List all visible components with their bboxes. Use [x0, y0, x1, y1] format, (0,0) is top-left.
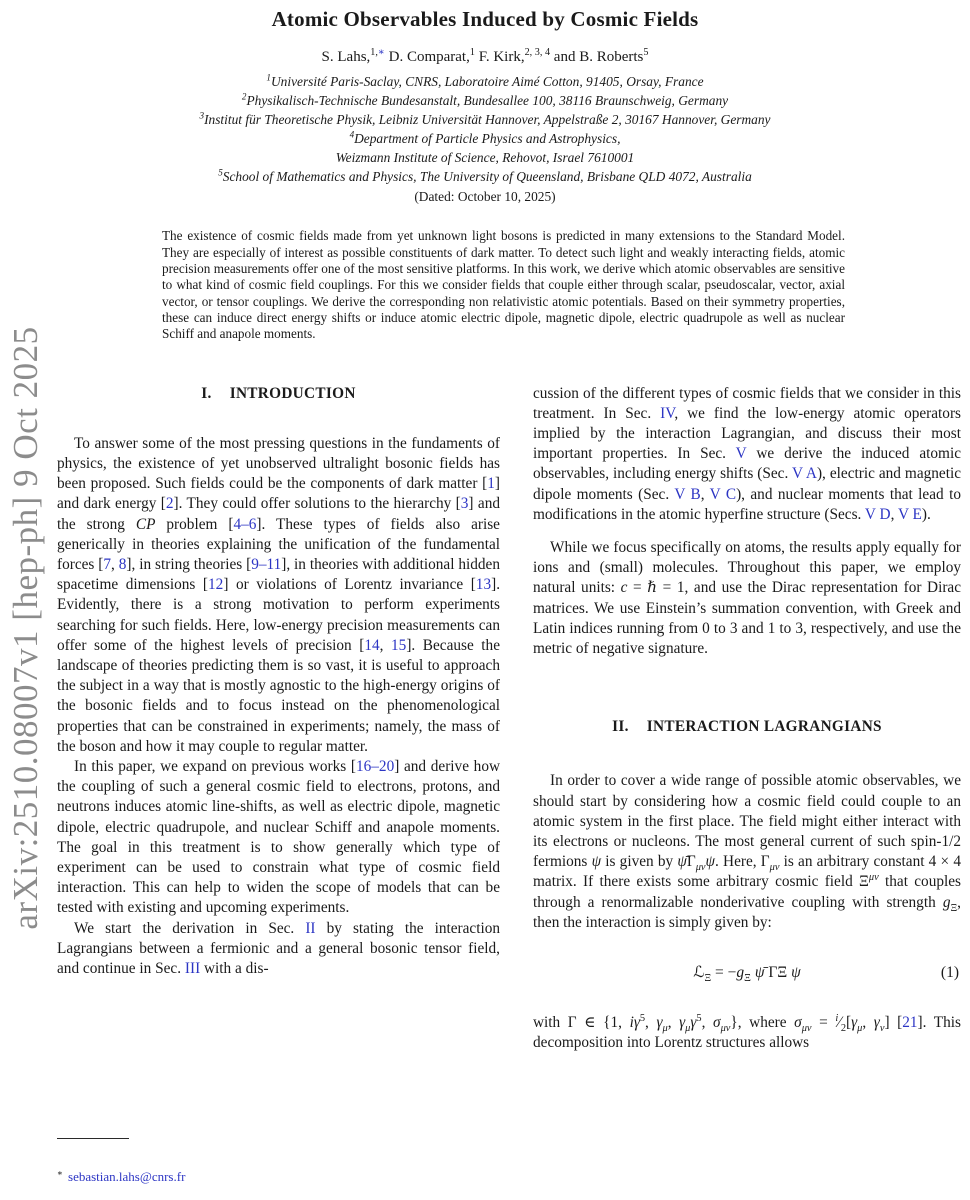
link[interactable]: IV	[660, 404, 675, 422]
link[interactable]: V A	[791, 465, 817, 483]
equation-number: (1)	[940, 963, 959, 981]
affiliations	[0, 73, 970, 186]
affiliation-line: $^4$Department of Particle Physics and Astrophysics,	[349, 129, 621, 146]
affiliation-line: Weizmann Institute of Science, Rehovot, Israel 7610001	[335, 149, 635, 165]
link[interactable]: 8	[118, 555, 127, 573]
arxiv-watermark: arXiv:2510.08007v1 [hep-ph] 9 Oct 2025	[6, 326, 45, 930]
link[interactable]: 12	[208, 576, 224, 594]
paragraph: In this paper, we expand on previous works [16–20] and derive how the coupling of such a general cosmic field to electrons, protons, and neutrons induces atomic line-shifts, as well as electric dipole, magnetic dipole, electric quadrupole, and nuclear Schiff and anapole moments. The goal in this treatment is to show generally which type of experiment can be used to constrain what type of cosmic field interaction. This can help to widen the scope of models that can be tested with existing and upcoming experiments.	[57, 757, 501, 917]
footnote-text	[57, 1169, 185, 1185]
link[interactable]: 14	[364, 636, 380, 654]
link[interactable]: ∗	[377, 47, 385, 58]
link[interactable]: 2	[165, 495, 174, 513]
link[interactable]: V	[735, 445, 747, 463]
link[interactable]: V E	[897, 505, 922, 523]
link[interactable]: 1	[487, 475, 495, 493]
paragraph: cussion of the different types of cosmic fields that we consider in this treatment. In Sec. IV, we find the low-energy atomic operators implied by the interaction Lagrangian, and discuss their most important properties. In Sec. V we derive the induced atomic observables, including energy shifts (Sec. V A), electric and magnetic dipole moments (Sec. V B, V C), and nuclear moments that lead to modifications in the atomic hyperfine structure (Secs. V D, V E).	[533, 384, 962, 523]
affiliation-line: $^5$School of Mathematics and Physics, The University of Queensland, Brisbane QLD 4072, Australia	[218, 167, 752, 184]
equation-1	[533, 963, 961, 983]
two-column-body	[57, 384, 961, 1054]
equation-body: ℒ$_\Xi$ = $-g_\Xi$ ψ̄ ΓΞ ψ	[693, 963, 801, 985]
left-column	[57, 384, 500, 1054]
section-number: II.	[612, 718, 629, 736]
link[interactable]: V B	[674, 485, 701, 503]
link[interactable]: 15	[391, 636, 407, 654]
paragraph: We start the derivation in Sec. II by stating the interaction Lagrangians between a fermionic and a general bosonic tensor field, and continue in Sec. III with a dis-	[57, 919, 500, 977]
link[interactable]: 7	[103, 555, 112, 573]
paper-title: Atomic Observables Induced by Cosmic Fields	[271, 7, 699, 31]
link[interactable]: 4–6	[233, 515, 257, 533]
section-number: I.	[201, 384, 212, 402]
link[interactable]: III	[184, 960, 201, 977]
link[interactable]: II	[305, 919, 316, 937]
email-link[interactable]: sebastian.lahs@cnrs.fr	[68, 1169, 186, 1184]
link[interactable]: V C	[709, 485, 737, 503]
right-column	[533, 384, 961, 1054]
link[interactable]: 21	[902, 1014, 918, 1032]
link[interactable]: 9–11	[251, 555, 282, 573]
paragraph: In order to cover a wide range of possible atomic observables, we should start by considering how a cosmic field could couple to an atomic system in the first place. The field might either interact with its electrons or nucleons. The most general current of such spin-1/2 fermions ψ is given by $\psī\Gamma_{\mu\nu}\psi$. Here, $\Gamma_{\mu\nu}$ is an arbitrary constant 4 × 4 matrix. If there exists some arbitrary cosmic field $\Xi^{\mu\nu}$ that couples through a renormalizable nonderivative coupling with strength $g_\Xi$, then the interaction is simply given by:	[533, 772, 961, 931]
paragraph: To answer some of the most pressing questions in the fundaments of physics, the existence of yet unobserved ultralight bosonic fields has been proposed. Such fields could be the components of dark matter [1] and dark energy [2]. They could offer solutions to the hierarchy [3] and the strong CP problem [4–6]. These types of fields also arise generically in theories explaining the unification of the fundamental forces [7, 8], in string theories [9–11], in theories with additional hidden spacetime dimensions [12] or violations of Lorentz invariance [13]. Evidently, there is a strong motivation to perform experiments searching for such fields. Here, low-energy precision measurements can offer some of the highest levels of precision [14, 15]. Because the landscape of theories predicting them is so vast, it is useful to approach the subject in a way that is mostly agnostic to the high-energy origins of the bosonic fields and to focus instead on the phenomenological properties that can be constrained in experiments; namely, the mass of the boson and how it may couple to regular matter.	[57, 434, 501, 755]
section-title: INTRODUCTION	[229, 384, 356, 402]
date-line: (Dated: October 10, 2025)	[414, 189, 556, 205]
link[interactable]: 3	[460, 495, 469, 513]
section-title: INTERACTION LAGRANGIANS	[646, 718, 882, 736]
section-heading-introduction	[57, 384, 500, 404]
affiliation-line: $^2$Physikalisch-Technische Bundesanstalt, Bundesallee 100, 38116 Braunschweig, Germany	[241, 91, 729, 108]
paper-header	[0, 0, 970, 205]
abstract: The existence of cosmic fields made from yet unknown light bosons is predicted in many extensions to the Standard Model. They are especially of interest as possible constituents of dark matter. To detect such light and weakly interacting fields, atomic precision measurements offer one of the most sensitive platforms. In this work, we derive which atomic observables are sensitive to what kind of cosmic field couplings. For this we consider fields that couple either through scalar, pseudoscalar, vector, axial vector, or tensor couplings. We derive the corresponding non relativistic atomic potentials. Based on their symmetry properties, these can induce direct energy shifts or induce atomic electric dipole, magnetic dipole, electric quadrupole as well as nuclear Schiff and anapole moments.	[162, 228, 845, 342]
section-heading-interaction-lagrangians	[533, 717, 961, 737]
paragraph: with Γ ∈ {1, $i\gamma^5$, $\gamma_\mu$, $\gamma_\mu\gamma^5$, $\sigma_{\mu\nu}$}, where $\sigma_{\mu\nu}$ = $^i⁄_2[\gamma_\mu$, $\gamma_\nu$] [21]. This decomposition into Lorentz structures allows	[533, 1013, 961, 1052]
footnote-rule	[57, 1138, 129, 1139]
paragraph: While we focus specifically on atoms, the results apply equally for ions and (small) molecules. Throughout this paper, we employ natural units: c = ℏ = 1, and use the Dirac representation for Dirac matrices. We use Einstein’s summation convention, with Greek and Latin indices running from 0 to 3 and 1 to 3, respectively, and use the metric of negative signature.	[533, 538, 961, 657]
link[interactable]: 16–20	[355, 757, 395, 775]
affiliation-line: $^3$Institut für Theoretische Physik, Leibniz Universität Hannover, Appelstraße 2, 30167 Hannover, Germany	[199, 110, 771, 127]
link[interactable]: V D	[864, 505, 891, 523]
footnote-marker: ∗	[57, 1167, 64, 1178]
author-line: S. Lahs,$^{1,∗}$ D. Comparat,$^1$ F. Kirk,$^{2, 3, 4}$ and B. Roberts$^5$	[321, 47, 649, 65]
link[interactable]: 13	[475, 576, 492, 594]
affiliation-line: $^1$Université Paris-Saclay, CNRS, Laboratoire Aimé Cotton, 91405, Orsay, France	[266, 72, 704, 89]
footnote	[57, 1138, 185, 1185]
